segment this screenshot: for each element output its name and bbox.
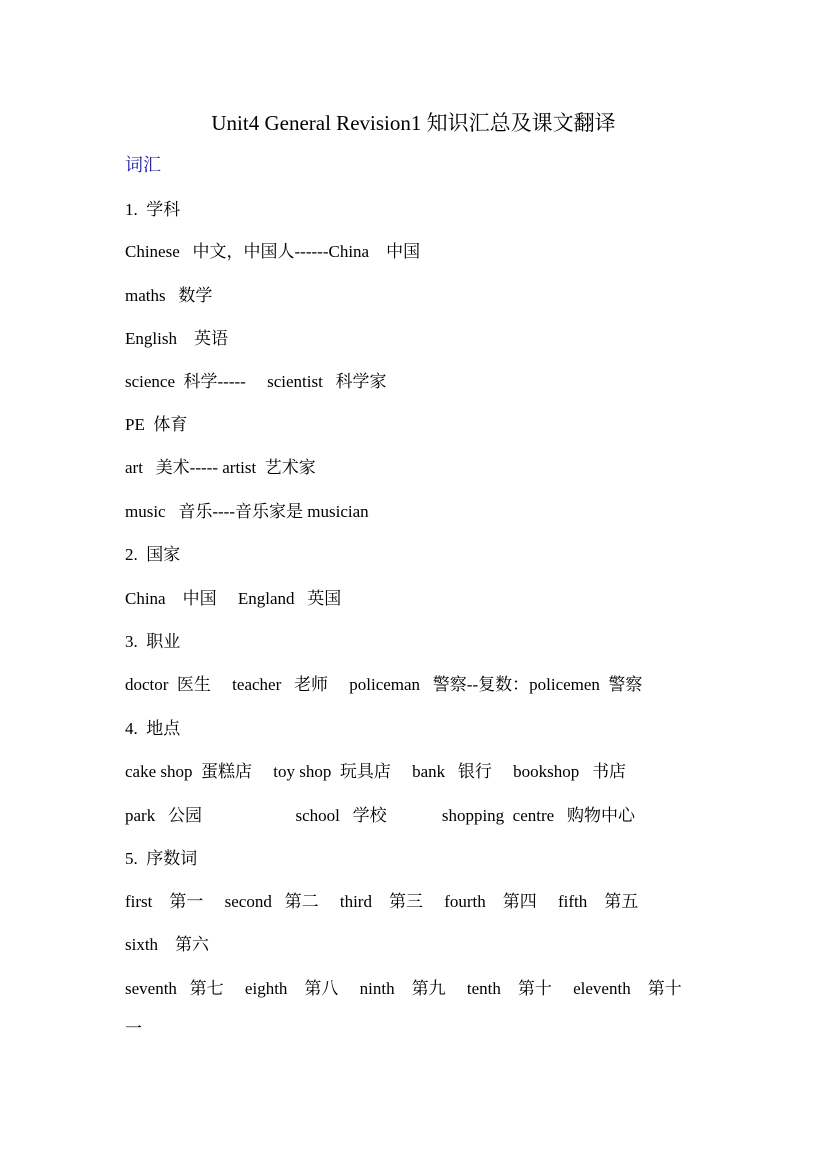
line-music: music 音乐----音乐家是 musician [125, 502, 369, 521]
line-ordinals-1: first 第一 second 第二 third 第三 fourth 第四 fifth 第五 [125, 892, 639, 911]
line-jobs: doctor 医生 teacher 老师 policeman 警察--复数：policemen 警察 [125, 675, 643, 694]
line-ordinals-3-cont: 一 [125, 1019, 142, 1038]
line-ordinals-heading: 5. 序数词 [125, 849, 198, 868]
line-maths: maths 数学 [125, 286, 213, 305]
line-jobs-heading: 3. 职业 [125, 632, 181, 651]
line-countries-heading: 2. 国家 [125, 545, 181, 564]
line-places-1: cake shop 蛋糕店 toy shop 玩具店 bank 银行 bookshop 书店 [125, 762, 627, 781]
line-places-heading: 4. 地点 [125, 719, 181, 738]
line-pe: PE 体育 [125, 415, 188, 434]
line-places-2: park 公园 school 学校 shopping centre 购物中心 [125, 806, 635, 825]
line-english: English 英语 [125, 329, 228, 348]
line-countries: China 中国 England 英国 [125, 589, 342, 608]
line-ordinals-2: sixth 第六 [125, 935, 210, 954]
section-heading-vocabulary: 词汇 [125, 155, 161, 175]
line-subjects-heading: 1. 学科 [125, 200, 181, 219]
line-art: art 美术----- artist 艺术家 [125, 458, 316, 477]
document-title: Unit4 General Revision1 知识汇总及课文翻译 [211, 111, 616, 135]
line-chinese: Chinese 中文，中国人------China 中国 [125, 242, 421, 261]
line-science: science 科学----- scientist 科学家 [125, 372, 387, 391]
line-ordinals-3: seventh 第七 eighth 第八 ninth 第九 tenth 第十 eleventh 第十 [125, 979, 682, 998]
